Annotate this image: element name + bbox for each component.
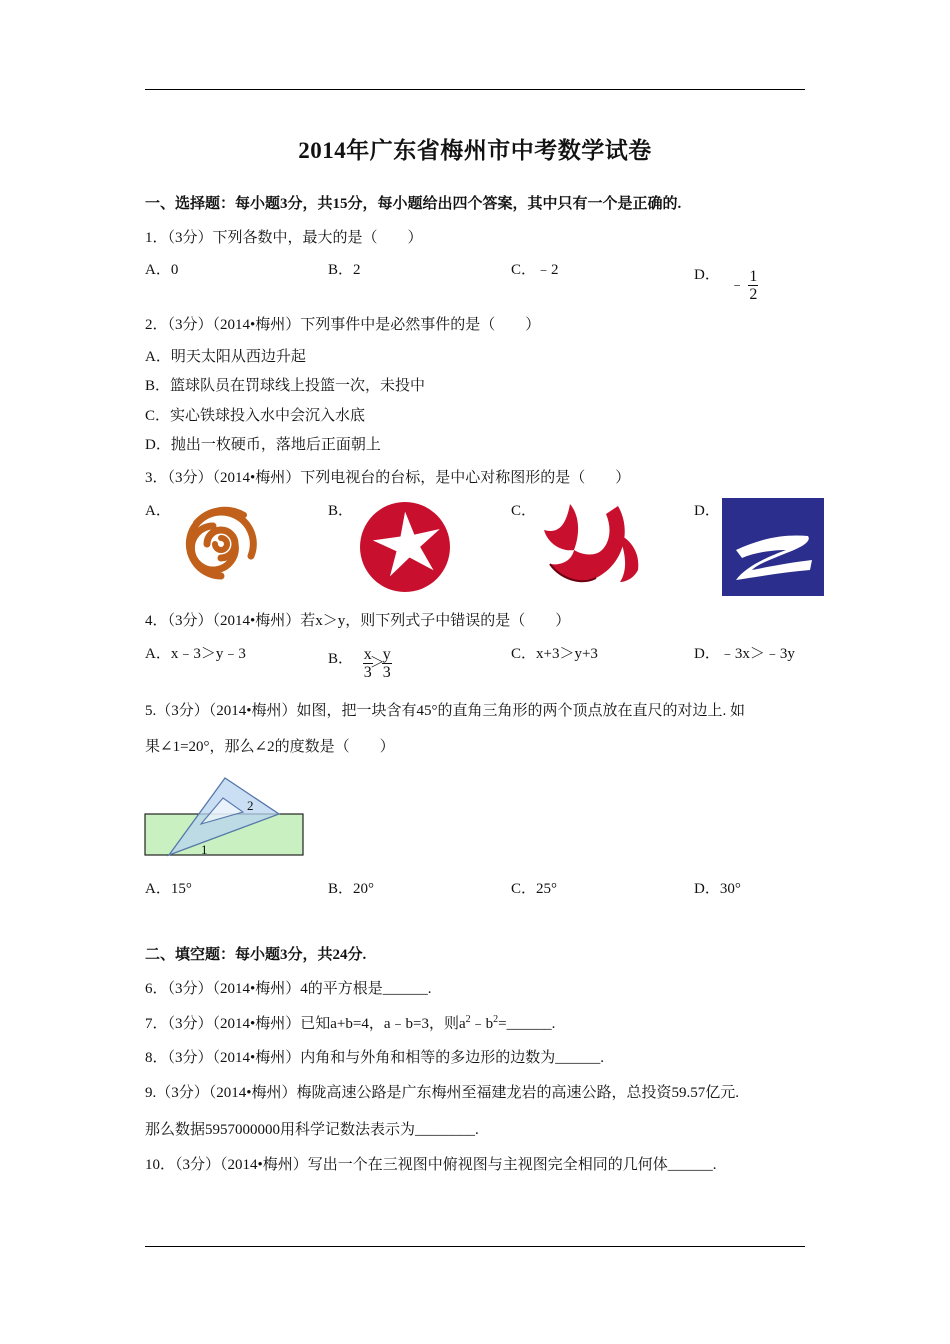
footer-rule: [145, 1246, 805, 1247]
q4-option-d: D．﹣3x＞﹣3y: [694, 646, 795, 662]
q4-option-a: A．x﹣3＞y﹣3: [145, 646, 246, 662]
q3-option-c: C．: [511, 503, 537, 519]
q1-option-b: B．2: [328, 262, 361, 278]
q1-option-d-sign: ﹣: [729, 276, 745, 293]
q4-stem: 4．（3分）（2014•梅州）若x＞y，则下列式子中错误的是（ ）: [145, 613, 571, 629]
q2-option-d: D．抛出一枚硬币，落地后正面朝上: [145, 437, 381, 453]
ruler-triangle-figure: [143, 772, 311, 862]
fraction-numerator: 1: [749, 268, 758, 285]
q6-stem: 6．（3分）（2014•梅州）4的平方根是______.: [145, 981, 432, 997]
q4-option-b-relation: ＞: [369, 654, 385, 671]
q4-option-c: C．x+3＞y+3: [511, 646, 598, 662]
q9-stem-line-2: 那么数据5957000000用科学记数法表示为________.: [145, 1122, 479, 1138]
q4-option-b: [328, 642, 392, 681]
q1-option-d: [694, 258, 758, 303]
q5-option-a: A．15°: [145, 881, 192, 897]
figure-angle-label-2: 2: [247, 798, 254, 813]
q2-option-b: B．篮球队员在罚球线上投篮一次，未投中: [145, 378, 426, 394]
phoenix-swirl-logo: [176, 499, 266, 589]
section-1-heading: 一、选择题：每小题3分，共15分，每小题给出四个答案，其中只有一个是正确的.: [145, 196, 682, 212]
q5-option-d: D．30°: [694, 881, 741, 897]
q2-stem: 2．（3分）（2014•梅州）下列事件中是必然事件的是（ ）: [145, 317, 541, 333]
q10-stem: 10．（3分）（2014•梅州）写出一个在三视图中俯视图与主视图完全相同的几何体______.: [145, 1157, 717, 1173]
fraction-denominator: 3: [363, 664, 372, 681]
q3-option-a: A．: [145, 503, 171, 519]
q3-stem: 3．（3分）（2014•梅州）下列电视台的台标，是中心对称图形的是（ ）: [145, 470, 631, 486]
blue-square-logo: [722, 498, 824, 596]
q7-text-mid: ﹣b: [470, 1016, 494, 1032]
q7-text-post: =______.: [498, 1016, 556, 1032]
q2-option-a: A．明天太阳从西边升起: [145, 349, 306, 365]
q3-option-b: B．: [328, 503, 354, 519]
q5-stem-line-2: 果∠1=20°，那么∠2的度数是（ ）: [145, 739, 395, 755]
q7-stem: [145, 1012, 555, 1033]
fraction-denominator: 2: [749, 286, 758, 303]
q8-stem: 8．（3分）（2014•梅州）内角和与外角和相等的多边形的边数为______.: [145, 1050, 605, 1066]
q5-option-b: B．20°: [328, 881, 375, 897]
page-title: 2014年广东省梅州市中考数学试卷: [298, 138, 652, 163]
section-2-heading: 二、填空题：每小题3分，共24分.: [145, 947, 367, 963]
q1-option-c: C．﹣2: [511, 262, 559, 278]
red-shapes-logo: [540, 500, 644, 590]
q7-superscript-1: 2: [465, 1014, 471, 1025]
star-circle-logo: [358, 500, 452, 594]
fraction-denominator: 3: [382, 664, 391, 681]
fraction-numerator: x: [363, 646, 372, 663]
q5-option-c: C．25°: [511, 881, 558, 897]
q7-superscript-2: 2: [493, 1014, 499, 1025]
q4-option-b-label: B．: [328, 650, 354, 667]
q1-option-a: A．0: [145, 262, 179, 278]
q7-text-pre: 7．（3分）（2014•梅州）已知a+b=4，a﹣b=3，则a: [145, 1016, 466, 1032]
q1-stem: 1．（3分）下列各数中，最大的是（ ）: [145, 230, 423, 246]
fraction-numerator: y: [382, 646, 391, 663]
q4-option-b-fraction-right: [382, 646, 392, 681]
q9-stem-line-1: 9.（3分）（2014•梅州）梅陇高速公路是广东梅州至福建龙岩的高速公路，总投资59.57亿元.: [145, 1085, 740, 1101]
q1-option-d-label: D．: [694, 266, 720, 283]
q5-stem-line-1: 5.（3分）（2014•梅州）如图，把一块含有45°的直角三角形的两个顶点放在直尺的对边上. 如: [145, 703, 746, 719]
q3-option-d: D．: [694, 503, 720, 519]
header-rule: [145, 89, 805, 90]
q2-option-c: C．实心铁球投入水中会沉入水底: [145, 408, 366, 424]
q1-option-d-fraction: [748, 268, 758, 303]
figure-angle-label-1: 1: [201, 842, 208, 857]
